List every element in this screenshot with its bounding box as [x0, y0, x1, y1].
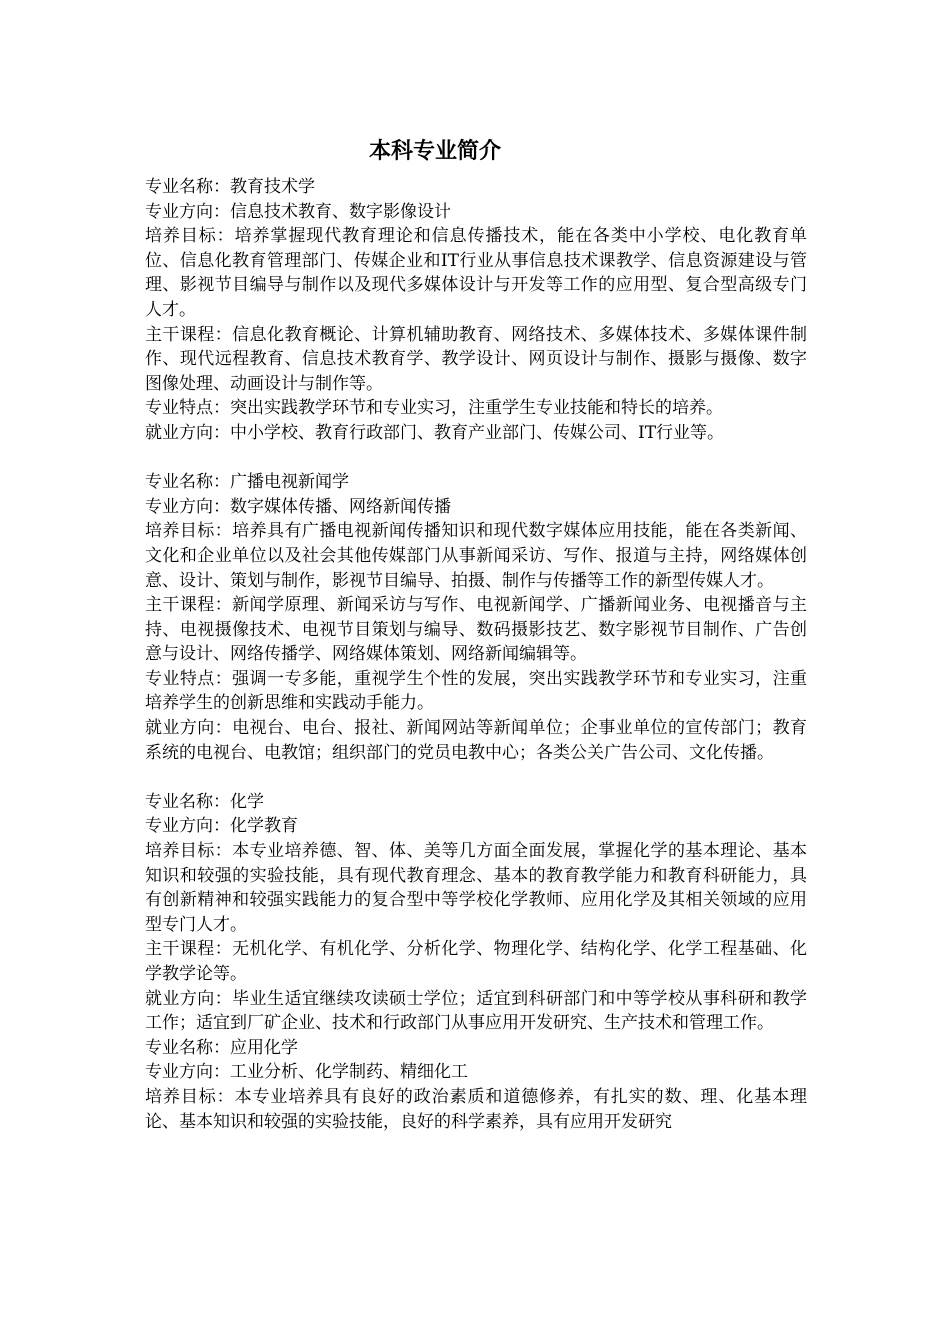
edtech-direction: 专业方向：信息技术教育、数字影像设计	[145, 201, 451, 222]
page-title: 本科专业简介	[368, 139, 501, 164]
chemistry-courses: 主干课程：无机化学、有机化学、分析化学、物理化学、结构化学、化学工程基础、化学教学论等。	[145, 939, 807, 984]
edtech-employment: 就业方向：中小学校、教育行政部门、教育产业部门、传媒公司、IT行业等。	[145, 422, 725, 443]
edtech-courses: 主干课程：信息化教育概论、计算机辅助教育、网络技术、多媒体技术、多媒体课件制作、现代远程教育、信息技术教育学、教学设计、网页设计与制作、摄影与摄像、数字图像处理、动画设计与制作等。	[145, 324, 807, 394]
journalism-major-name: 专业名称：广播电视新闻学	[145, 472, 349, 493]
document-body	[145, 175, 807, 1134]
applied-chemistry-direction: 专业方向：工业分析、化学制药、精细化工	[145, 1062, 468, 1083]
journalism-features: 专业特点：强调一专多能，重视学生个性的发展，突出实践教学环节和专业实习，注重培养学生的创新思维和实践动手能力。	[145, 668, 807, 714]
journalism-courses: 主干课程：新闻学原理、新闻采访与写作、电视新闻学、广播新闻业务、电视播音与主持、电视摄像技术、电视节目策划与编导、数码摄影技艺、数字影视节目制作、广告创意与设计、网络传播学、网络媒体策划、网络新闻编辑等。	[145, 595, 807, 665]
applied-chemistry-major-name: 专业名称：应用化学	[145, 1037, 298, 1058]
applied-chemistry-goal: 培养目标：本专业培养具有良好的政治素质和道德修养，有扎实的数、理、化基本理论、基本知识和较强的实验技能，良好的科学素养，具有应用开发研究	[145, 1086, 807, 1132]
edtech-major-name: 专业名称：教育技术学	[145, 177, 315, 197]
section-spacer	[145, 765, 807, 790]
chemistry-direction: 专业方向：化学教育	[145, 816, 298, 837]
journalism-employment: 就业方向：电视台、电台、报社、新闻网站等新闻单位；企事业单位的宣传部门；教育系统的电视台、电教馆；组织部门的党员电教中心；各类公关广告公司、文化传播。	[145, 718, 807, 763]
chemistry-employment: 就业方向：毕业生适宜继续攻读硕士学位；适宜到科研部门和中等学校从事科研和教学工作；适宜到厂矿企业、技术和行政部门从事应用开发研究、生产技术和管理工作。	[145, 988, 807, 1034]
chemistry-major-name: 专业名称：化学	[145, 791, 264, 812]
edtech-features: 专业特点：突出实践教学环节和专业实习，注重学生专业技能和特长的培养。	[145, 398, 723, 419]
section-spacer	[145, 446, 807, 471]
chemistry-goal: 培养目标：本专业培养德、智、体、美等几方面全面发展，掌握化学的基本理论、基本知识和较强的实验技能，具有现代教育理念、基本的教育教学能力和教育科研能力，具有创新精神和较强实践能力的复合型中等学校化学教师、应用化学及其相关领域的应用型专门人才。	[145, 841, 807, 935]
journalism-goal: 培养目标：培养具有广播电视新闻传播知识和现代数字媒体应用技能，能在各类新闻、文化和企业单位以及社会其他传媒部门从事新闻采访、写作、报道与主持，网络媒体创意、设计、策划与制作，影视节目编导、拍摄、制作与传播等工作的新型传媒人才。	[145, 521, 807, 591]
journalism-direction: 专业方向：数字媒体传播、网络新闻传播	[145, 496, 451, 517]
edtech-goal: 培养目标：培养掌握现代教育理论和信息传播技术，能在各类中小学校、电化教育单位、信息化教育管理部门、传媒企业和IT行业从事信息技术课教学、信息资源建设与管理、影视节目编导与制作以及现代多媒体设计与开发等工作的应用型、复合型高级专门人才。	[145, 226, 807, 320]
